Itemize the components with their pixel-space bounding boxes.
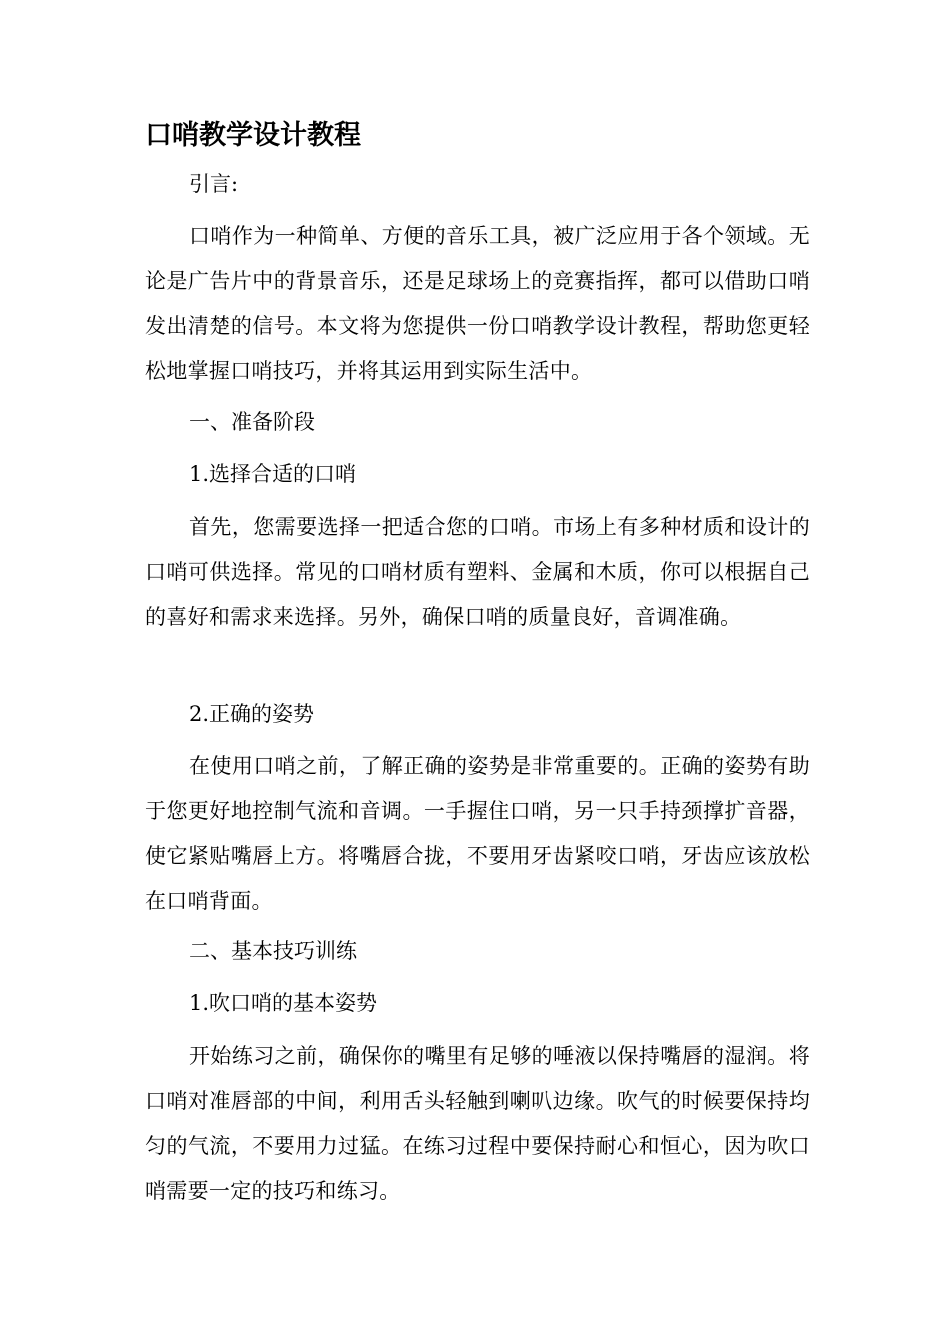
intro-label: 引言: xyxy=(189,172,239,196)
intro-paragraph: 口哨作为一种简单、方便的音乐工具，被广泛应用于各个领域。无论是广告片中的背景音乐，还是足球场上的竞赛指挥，都可以借助口哨发出清楚的信号。本文将为您提供一份口哨教学设计教程，帮助您更轻松地掌握口哨技巧，并将其运用到实际生活中。 xyxy=(145,224,810,383)
subheading-choose-whistle: 1.选择合适的口哨 xyxy=(189,462,357,486)
document-title: 口哨教学设计教程 xyxy=(145,120,361,151)
paragraph-choose-whistle: 首先，您需要选择一把适合您的口哨。市场上有多种材质和设计的口哨可供选择。常见的口哨材质有塑料、金属和木质，你可以根据自己的喜好和需求来选择。另外，确保口哨的质量良好，音调准确。 xyxy=(145,515,810,629)
paragraph-basic-posture: 开始练习之前，确保你的嘴里有足够的唾液以保持嘴唇的湿润。将口哨对准唇部的中间，利用舌头轻触到喇叭边缘。吹气的时候要保持均匀的气流，不要用力过猛。在练习过程中要保持耐心和恒心，因为吹口哨需要一定的技巧和练习。 xyxy=(145,1044,810,1203)
subheading-correct-posture: 2.正确的姿势 xyxy=(189,702,315,726)
subheading-basic-posture: 1.吹口哨的基本姿势 xyxy=(189,991,378,1015)
section-heading-preparation: 一、准备阶段 xyxy=(189,410,315,434)
paragraph-correct-posture: 在使用口哨之前，了解正确的姿势是非常重要的。正确的姿势有助于您更好地控制气流和音调。一手握住口哨，另一只手持颈撑扩音器，使它紧贴嘴唇上方。将嘴唇合拢，不要用牙齿紧咬口哨，牙齿应该放松在口哨背面。 xyxy=(145,754,810,913)
section-heading-basic-skills: 二、基本技巧训练 xyxy=(189,939,357,963)
